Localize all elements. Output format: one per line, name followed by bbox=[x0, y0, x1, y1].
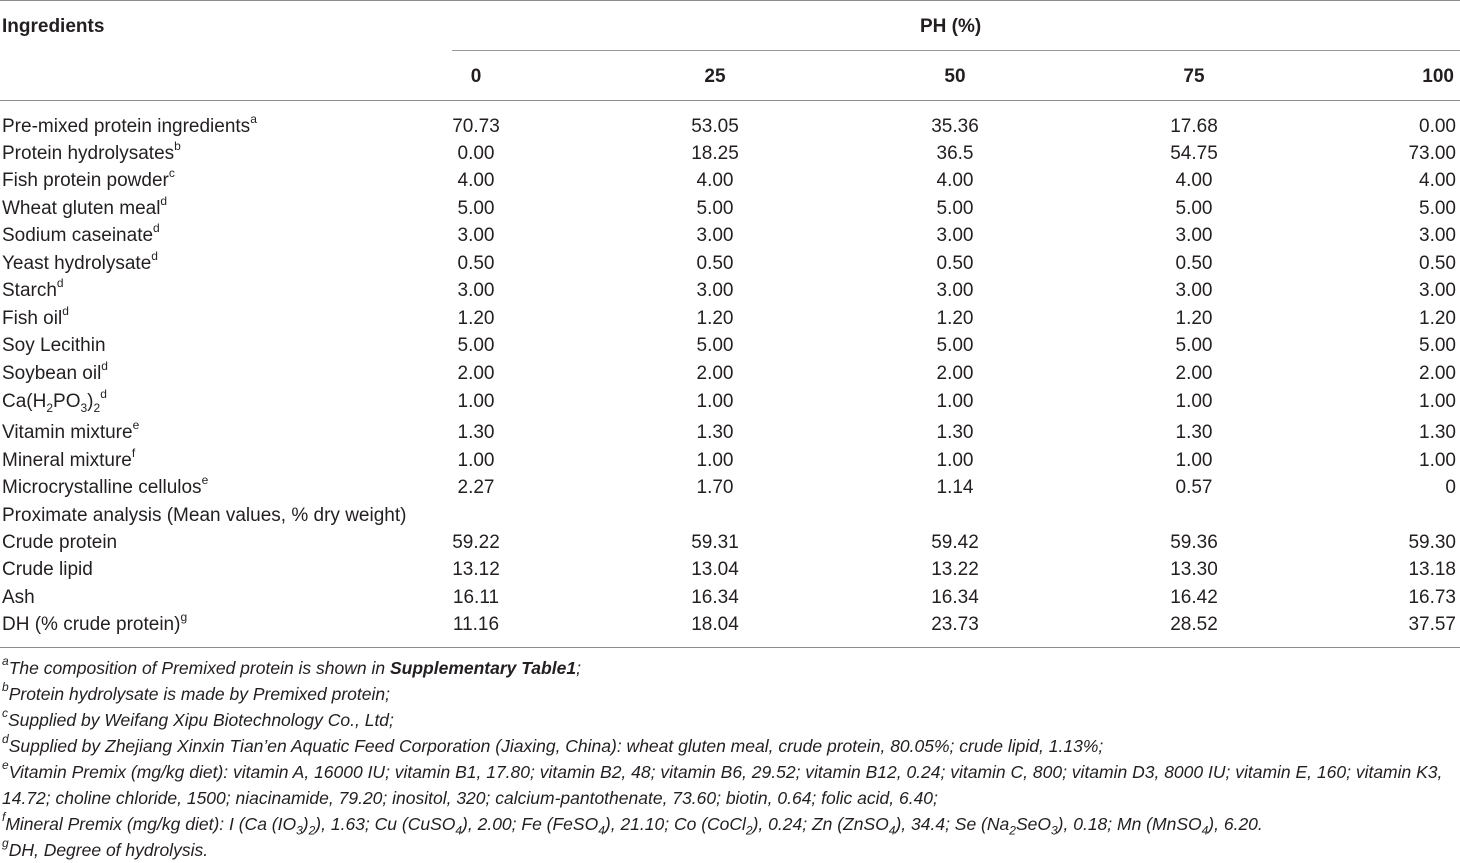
table-cell: 73.00 bbox=[1408, 143, 1456, 164]
table-row bbox=[0, 447, 1460, 474]
row-label: DH (% crude protein)$^g$ bbox=[2, 609, 188, 635]
table-cell: 1.20 bbox=[457, 308, 495, 329]
table-row bbox=[0, 332, 1460, 359]
table-row bbox=[0, 529, 1460, 556]
table-cell: 18.25 bbox=[691, 143, 739, 164]
table-cell: 5.00 bbox=[1175, 335, 1213, 356]
table-cell: 1.00 bbox=[936, 391, 974, 412]
table-cell: 0.50 bbox=[696, 253, 734, 274]
row-label: Vitamin mixture$^e$ bbox=[2, 417, 140, 443]
header-bottom-rule bbox=[0, 100, 1460, 101]
table-row bbox=[0, 611, 1460, 638]
table-cell: 3.00 bbox=[1175, 225, 1213, 246]
table-cell: 1.30 bbox=[696, 422, 734, 443]
column-header-0: 0 bbox=[470, 66, 482, 87]
footnotes bbox=[2, 655, 1458, 863]
table-cell: 1.00 bbox=[696, 450, 734, 471]
column-header-25: 25 bbox=[704, 66, 726, 87]
table-cell: 1.14 bbox=[936, 477, 974, 498]
table-cell: 0.57 bbox=[1175, 477, 1213, 498]
table-cell: 59.30 bbox=[1408, 532, 1456, 553]
row-label: Fish oil$^d$ bbox=[2, 303, 69, 329]
row-label: Sodium caseinate$^d$ bbox=[2, 220, 160, 246]
row-label: Soybean oil$^d$ bbox=[2, 358, 108, 384]
table-cell: 18.04 bbox=[691, 614, 739, 635]
row-label: Wheat gluten meal$^d$ bbox=[2, 193, 168, 219]
top-rule bbox=[0, 0, 1460, 1]
table-cell: 16.73 bbox=[1408, 587, 1456, 608]
table-cell: 1.20 bbox=[1419, 308, 1456, 329]
table-row bbox=[0, 474, 1460, 501]
table-cell: 0.50 bbox=[1175, 253, 1213, 274]
table-cell: 1.00 bbox=[457, 450, 495, 471]
table-cell: 16.11 bbox=[452, 587, 500, 608]
table-cell: 53.05 bbox=[691, 116, 739, 137]
table-cell: 5.00 bbox=[457, 335, 495, 356]
chem-formula: $Ca(H_2PO_3)_2$ bbox=[2, 391, 101, 415]
table-cell: 5.00 bbox=[696, 198, 734, 219]
table-cell: 5.00 bbox=[936, 335, 974, 356]
table-cell: 23.73 bbox=[931, 614, 979, 635]
table-cell: 54.75 bbox=[1170, 143, 1218, 164]
table-cell: 4.00 bbox=[1175, 170, 1213, 191]
footnote-a: $^a$The composition of Premixed protein is shown in Supplementary Table1; bbox=[2, 654, 581, 678]
table-cell: 1.30 bbox=[936, 422, 974, 443]
table-cell: 4.00 bbox=[1419, 170, 1456, 191]
table-cell: 2.27 bbox=[457, 477, 495, 498]
table-cell: 5.00 bbox=[936, 198, 974, 219]
table-cell: 13.18 bbox=[1408, 559, 1456, 580]
row-label: Crude lipid bbox=[2, 559, 93, 580]
table-cell: 4.00 bbox=[696, 170, 734, 191]
table-cell: 59.36 bbox=[1170, 532, 1218, 553]
table-cell: 3.00 bbox=[1419, 225, 1456, 246]
table-cell: 0.00 bbox=[457, 143, 495, 164]
ph-group-header: PH (%) bbox=[920, 16, 982, 37]
table-cell: 1.00 bbox=[696, 391, 734, 412]
footnote-f: $^f$Mineral Premix (mg/kg diet): I (Ca $(IO_3)_2$), 1.63; Cu (CuSO$_4$), 2.00; Fe (FeSO$_4$), 21.10; Co (CoCl$_2$), 0.24; Zn (ZnSO$_4$), 34.4; Se $(Na_2SeO_3)$, 0.18; Mn (MnSO$_4$), 6.20. bbox=[2, 810, 1263, 838]
table-cell: 36.5 bbox=[936, 143, 974, 164]
table-cell: 2.00 bbox=[936, 363, 974, 384]
table-cell: 1.00 bbox=[457, 391, 495, 412]
table-row bbox=[0, 140, 1460, 167]
table-cell: 13.04 bbox=[691, 559, 739, 580]
column-header-100: 100 bbox=[1422, 66, 1454, 87]
row-label: Soy Lecithin bbox=[2, 335, 106, 356]
footnote-b: $^b$Protein hydrolysate is made by Premixed protein; bbox=[2, 680, 390, 704]
table-cell: 1.00 bbox=[1419, 450, 1456, 471]
table-row bbox=[0, 556, 1460, 583]
table-row bbox=[0, 388, 1460, 415]
column-header-50: 50 bbox=[944, 66, 966, 87]
footnote-c: $^c$Supplied by Weifang Xipu Biotechnology Co., Ltd; bbox=[2, 706, 394, 730]
table-cell: 59.22 bbox=[452, 532, 500, 553]
row-label: Crude protein bbox=[2, 532, 118, 553]
table-cell: 0.00 bbox=[1419, 116, 1456, 137]
row-label: Fish protein powder$^c$ bbox=[2, 165, 175, 191]
group-header-rule bbox=[452, 50, 1460, 51]
table-cell: 13.30 bbox=[1170, 559, 1218, 580]
footnote-g: $^g$DH, Degree of hydrolysis. bbox=[2, 836, 209, 860]
table-cell: 37.57 bbox=[1408, 614, 1456, 635]
table-cell: 28.52 bbox=[1170, 614, 1218, 635]
section-label: Proximate analysis (Mean values, % dry weight) bbox=[2, 505, 407, 526]
table-row bbox=[0, 113, 1460, 140]
table-cell: 5.00 bbox=[1175, 198, 1213, 219]
table-cell: 3.00 bbox=[457, 225, 495, 246]
chem-formula: Mineral Premix (mg/kg diet): I (Ca $(IO_3)_2$), 1.63; Cu (CuSO$_4$), 2.00; Fe (FeSO$_4$), 21.10; Co (CoCl$_2$), 0.24; Zn (ZnSO$_4$), 34.4; Se $(Na_2SeO_3)$, 0.18; Mn (MnSO$_4$), 6.20. bbox=[5, 814, 1263, 838]
table-cell: 1.70 bbox=[696, 477, 734, 498]
table-row bbox=[0, 584, 1460, 611]
table-row bbox=[0, 167, 1460, 194]
table-cell: 1.30 bbox=[457, 422, 495, 443]
table-cell: 0 bbox=[1445, 477, 1456, 498]
table-cell: 1.00 bbox=[936, 450, 974, 471]
table-cell: 5.00 bbox=[457, 198, 495, 219]
table-cell: 3.00 bbox=[936, 280, 974, 301]
row-label: Protein hydrolysates$^b$ bbox=[2, 138, 181, 164]
table-cell: 35.36 bbox=[931, 116, 979, 137]
table-cell: 2.00 bbox=[696, 363, 734, 384]
row-label: Microcrystalline cellulos$^e$ bbox=[2, 472, 209, 498]
table-cell: 5.00 bbox=[1419, 335, 1456, 356]
table-cell: 2.00 bbox=[1419, 363, 1456, 384]
table-cell: 1.20 bbox=[936, 308, 974, 329]
table-cell: 3.00 bbox=[936, 225, 974, 246]
section-row bbox=[0, 502, 1460, 529]
row-label: Starch$^d$ bbox=[2, 275, 64, 301]
table-cell: 3.00 bbox=[1419, 280, 1456, 301]
table-cell: 5.00 bbox=[696, 335, 734, 356]
table-cell: 4.00 bbox=[457, 170, 495, 191]
table-cell: 13.22 bbox=[931, 559, 979, 580]
table-cell: 59.31 bbox=[691, 532, 739, 553]
table-row bbox=[0, 305, 1460, 332]
table-cell: 11.16 bbox=[452, 614, 500, 635]
row-label: Yeast hydrolysate$^d$ bbox=[2, 248, 158, 274]
table-cell: 16.42 bbox=[1170, 587, 1218, 608]
table-cell: 1.00 bbox=[1419, 391, 1456, 412]
table-cell: 59.42 bbox=[931, 532, 979, 553]
table-cell: 3.00 bbox=[457, 280, 495, 301]
table-row bbox=[0, 222, 1460, 249]
table-cell: 0.50 bbox=[1419, 253, 1456, 274]
table-row bbox=[0, 277, 1460, 304]
table-cell: 1.30 bbox=[1175, 422, 1213, 443]
table-cell: 1.00 bbox=[1175, 391, 1213, 412]
table-cell: 3.00 bbox=[696, 225, 734, 246]
table-cell: 2.00 bbox=[457, 363, 495, 384]
table-cell: 17.68 bbox=[1170, 116, 1218, 137]
footnote-d: $^d$Supplied by Zhejiang Xinxin Tian’en Aquatic Feed Corporation (Jiaxing, China): wheat gluten meal, crude protein, 80.05%; crude lipid, 1.13%; bbox=[2, 732, 1104, 756]
row-label: Mineral mixture$^f$ bbox=[2, 445, 136, 471]
table-cell: 2.00 bbox=[1175, 363, 1213, 384]
footnote-e: $^e$Vitamin Premix (mg/kg diet): vitamin A, 16000 IU; vitamin B1, 17.80; vitamin B2, 48; vitamin B6, 29.52; vitamin B12, 0.24; vitamin C, 800; vitamin D3, 8000 IU; vitamin E, 160; vitamin K3, 14.72; choline chloride, 1500; niacinamide, 79.20; inositol, 320; calcium-pantothenate, 73.60; biotin, 0.64; folic acid, 6.40; bbox=[2, 758, 1443, 808]
table-bottom-rule bbox=[0, 647, 1460, 648]
ingredients-header: Ingredients bbox=[2, 16, 105, 37]
row-label: Ash bbox=[2, 587, 35, 608]
table-row bbox=[0, 250, 1460, 277]
table-cell: 0.50 bbox=[936, 253, 974, 274]
table-cell: 16.34 bbox=[691, 587, 739, 608]
column-header-75: 75 bbox=[1183, 66, 1205, 87]
table-row bbox=[0, 360, 1460, 387]
row-label: $Ca(H_2PO_3)_2^d$ bbox=[2, 386, 107, 415]
table-cell: 13.12 bbox=[452, 559, 500, 580]
table-cell: 0.50 bbox=[457, 253, 495, 274]
table-cell: 16.34 bbox=[931, 587, 979, 608]
table-cell: 1.00 bbox=[1175, 450, 1213, 471]
table-cell: 1.30 bbox=[1419, 422, 1456, 443]
table-cell: 3.00 bbox=[1175, 280, 1213, 301]
table-cell: 4.00 bbox=[936, 170, 974, 191]
table-cell: 1.20 bbox=[1175, 308, 1213, 329]
table-cell: 3.00 bbox=[696, 280, 734, 301]
table-cell: 1.20 bbox=[696, 308, 734, 329]
table-cell: 5.00 bbox=[1419, 198, 1456, 219]
table-cell: 70.73 bbox=[452, 116, 500, 137]
row-label: Pre-mixed protein ingredients$^a$ bbox=[2, 111, 257, 137]
table-row bbox=[0, 195, 1460, 222]
table-row bbox=[0, 419, 1460, 446]
